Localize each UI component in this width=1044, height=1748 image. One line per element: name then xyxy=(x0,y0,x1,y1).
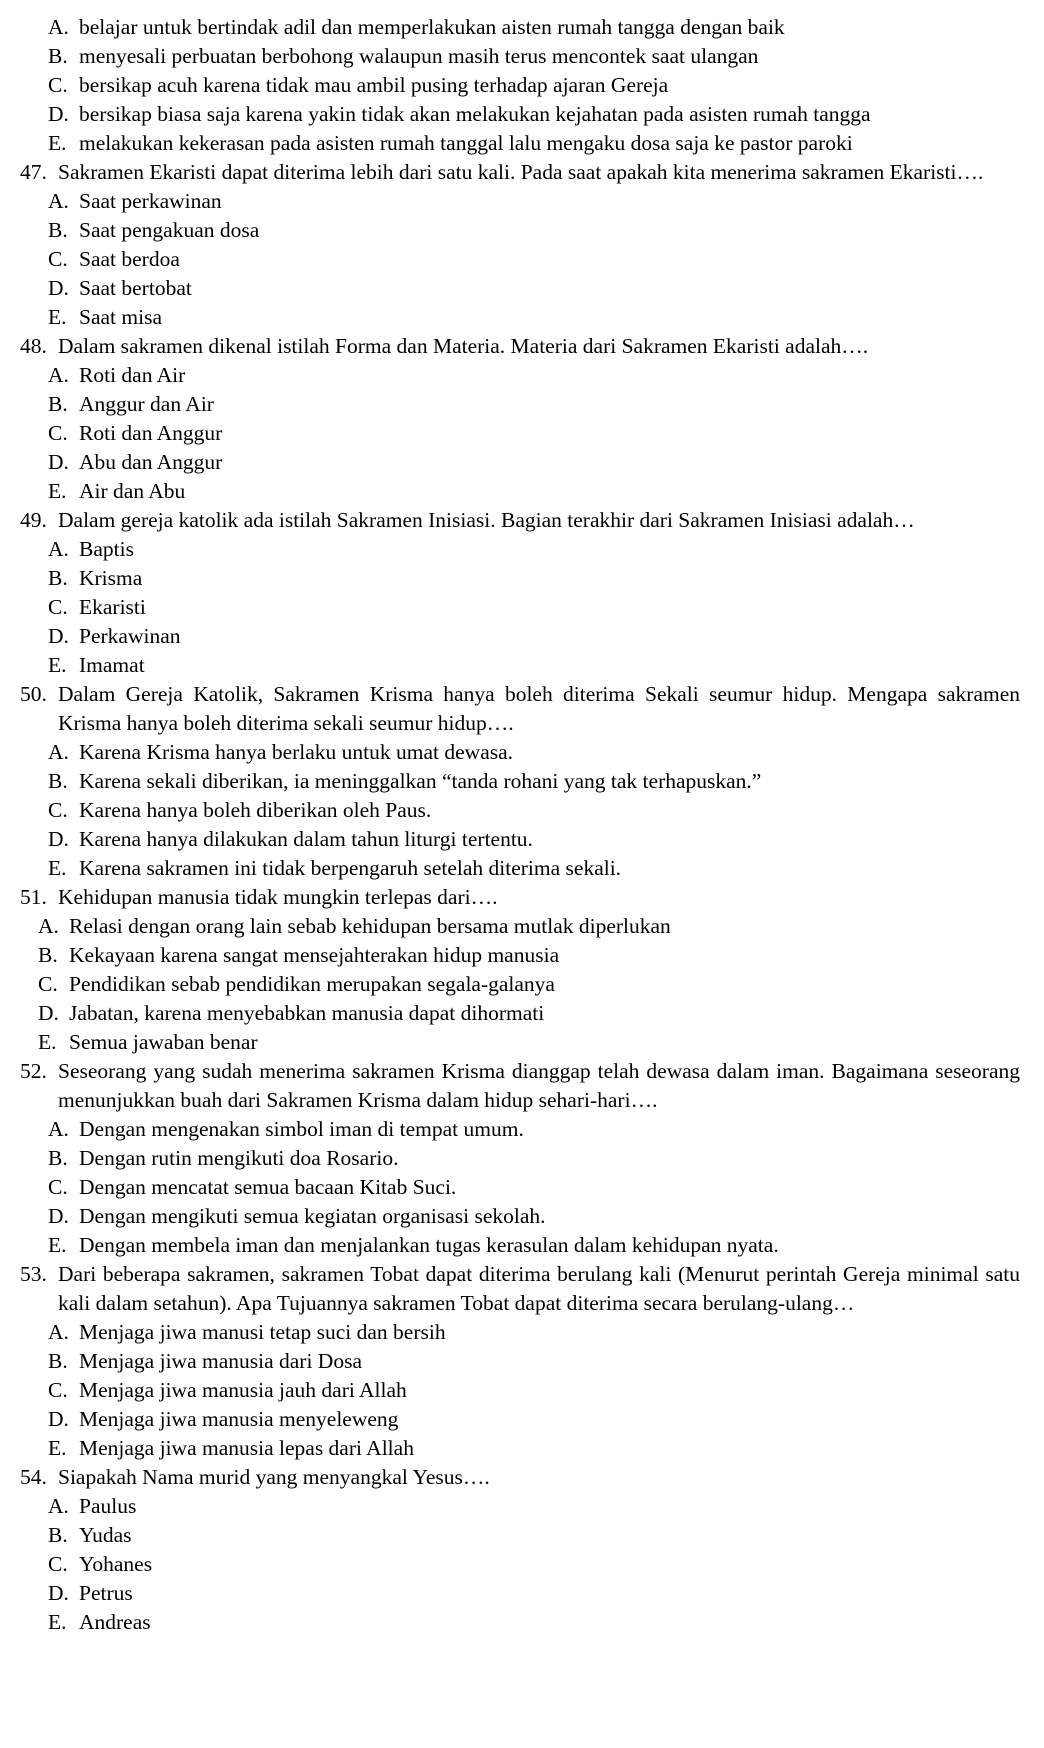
option-c: C. Dengan mencatat semua bacaan Kitab Suci. xyxy=(48,1175,457,1199)
question-text: Dalam sakramen dikenal istilah Forma dan Materia. Materia dari Sakramen Ekaristi adalah…. xyxy=(58,334,869,358)
option-e: E. Menjaga jiwa manusia lepas dari Allah xyxy=(48,1436,414,1460)
option-c: C. Yohanes xyxy=(48,1552,153,1576)
question-stem xyxy=(20,506,1024,535)
option-e: E. Semua jawaban benar xyxy=(38,1030,258,1054)
question-text: Sakramen Ekaristi dapat diterima lebih dari satu kali. Pada saat apakah kita menerima sakramen Ekaristi…. xyxy=(58,160,984,184)
option-a: A. Karena Krisma hanya berlaku untuk umat dewasa. xyxy=(48,740,514,764)
option-c: C. Menjaga jiwa manusia jauh dari Allah xyxy=(48,1378,407,1402)
option-c: C. Ekaristi xyxy=(48,595,146,619)
question-text: Seseorang yang sudah menerima sakramen Krisma dianggap telah dewasa dalam iman. Bagaimana seseorang menunjukkan buah dari Sakramen Krisma dalam hidup sehari-hari…. xyxy=(58,1059,1020,1112)
question-48 xyxy=(20,332,1024,506)
option-e: E. Dengan membela iman dan menjalankan tugas kerasulan dalam kehidupan nyata. xyxy=(48,1233,779,1257)
option-c: C. bersikap acuh karena tidak mau ambil pusing terhadap ajaran Gereja xyxy=(48,73,669,97)
option-a: A. Saat perkawinan xyxy=(48,189,222,213)
option-d: D. Karena hanya dilakukan dalam tahun liturgi tertentu. xyxy=(48,827,533,851)
question-stem xyxy=(20,1463,1024,1492)
option-d: D. Saat bertobat xyxy=(48,276,192,300)
question-stem xyxy=(20,1057,1024,1115)
option-e: E. Karena sakramen ini tidak berpengaruh setelah diterima sekali. xyxy=(48,856,622,880)
option-e: E. Andreas xyxy=(48,1610,151,1634)
option-b: B. Anggur dan Air xyxy=(48,392,214,416)
option-b: B. Dengan rutin mengikuti doa Rosario. xyxy=(48,1146,399,1170)
option-b: B. Menjaga jiwa manusia dari Dosa xyxy=(48,1349,362,1373)
option-b: B. Yudas xyxy=(48,1523,132,1547)
option-d: D. Jabatan, karena menyebabkan manusia dapat dihormati xyxy=(38,1001,545,1025)
question-number: 51. xyxy=(20,885,47,909)
option-d: D. Petrus xyxy=(48,1581,133,1605)
question-number: 47. xyxy=(20,160,47,184)
question-stem xyxy=(20,1260,1024,1318)
option-b: B. Kekayaan karena sangat mensejahterakan hidup manusia xyxy=(38,943,560,967)
option-c: C. Karena hanya boleh diberikan oleh Paus. xyxy=(48,798,432,822)
option-a: A. Menjaga jiwa manusi tetap suci dan bersih xyxy=(48,1320,446,1344)
question-text: Dalam gereja katolik ada istilah Sakramen Inisiasi. Bagian terakhir dari Sakramen Inisiasi adalah… xyxy=(58,508,915,532)
question-text: Kehidupan manusia tidak mungkin terlepas dari…. xyxy=(58,885,498,909)
question-stem xyxy=(20,158,1024,187)
option-d: D. Dengan mengikuti semua kegiatan organisasi sekolah. xyxy=(48,1204,546,1228)
question-stem xyxy=(20,332,1024,361)
question-number: 48. xyxy=(20,334,47,358)
option-a: A. Baptis xyxy=(48,537,134,561)
option-c: C. Saat berdoa xyxy=(48,247,180,271)
question-54 xyxy=(20,1463,1024,1637)
question-52 xyxy=(20,1057,1024,1260)
option-b: B. Saat pengakuan dosa xyxy=(48,218,260,242)
option-b: B. Krisma xyxy=(48,566,143,590)
option-d: D. Menjaga jiwa manusia menyeleweng xyxy=(48,1407,399,1431)
option-c: C. Roti dan Anggur xyxy=(48,421,223,445)
question-text: Dalam Gereja Katolik, Sakramen Krisma hanya boleh diterima Sekali seumur hidup. Mengapa sakramen Krisma hanya boleh diterima sekali seumur hidup…. xyxy=(58,682,1020,735)
option-b: B. menyesali perbuatan berbohong walaupun masih terus mencontek saat ulangan xyxy=(48,44,759,68)
question-text: Siapakah Nama murid yang menyangkal Yesus…. xyxy=(58,1465,490,1489)
option-a: A. Relasi dengan orang lain sebab kehidupan bersama mutlak diperlukan xyxy=(38,914,671,938)
question-50 xyxy=(20,680,1024,883)
option-e: E. Air dan Abu xyxy=(48,479,186,503)
question-49 xyxy=(20,506,1024,680)
question-53 xyxy=(20,1260,1024,1463)
option-a: A. Paulus xyxy=(48,1494,137,1518)
question-text: Dari beberapa sakramen, sakramen Tobat dapat diterima berulang kali (Menurut perintah Gereja minimal satu kali dalam setahun). Apa Tujuannya sakramen Tobat dapat diterima secara berulang-ulang… xyxy=(58,1262,1020,1315)
question-number: 49. xyxy=(20,508,47,532)
option-a: A. Dengan mengenakan simbol iman di tempat umum. xyxy=(48,1117,524,1141)
question-number: 54. xyxy=(20,1465,47,1489)
option-e: E. melakukan kekerasan pada asisten rumah tanggal lalu mengaku dosa saja ke pastor paroki xyxy=(48,131,853,155)
question-number: 53. xyxy=(20,1262,47,1286)
question-47 xyxy=(20,158,1024,332)
option-e: E. Imamat xyxy=(48,653,145,677)
option-e: E. Saat misa xyxy=(48,305,162,329)
option-c: C. Pendidikan sebab pendidikan merupakan segala-galanya xyxy=(38,972,555,996)
option-d: D. Abu dan Anggur xyxy=(48,450,223,474)
option-b: B. Karena sekali diberikan, ia meninggalkan “tanda rohani yang tak terhapuskan.” xyxy=(48,769,762,793)
option-a: A. belajar untuk bertindak adil dan memperlakukan aisten rumah tangga dengan baik xyxy=(48,15,785,39)
option-d: D. Perkawinan xyxy=(48,624,181,648)
question-number: 52. xyxy=(20,1059,47,1083)
question-51 xyxy=(20,883,1024,1057)
option-a: A. Roti dan Air xyxy=(48,363,186,387)
prev-question-options xyxy=(20,13,1024,158)
question-stem xyxy=(20,680,1024,738)
question-number: 50. xyxy=(20,682,47,706)
question-stem xyxy=(20,883,1024,912)
option-d: D. bersikap biasa saja karena yakin tidak akan melakukan kejahatan pada asisten rumah tangga xyxy=(48,102,871,126)
